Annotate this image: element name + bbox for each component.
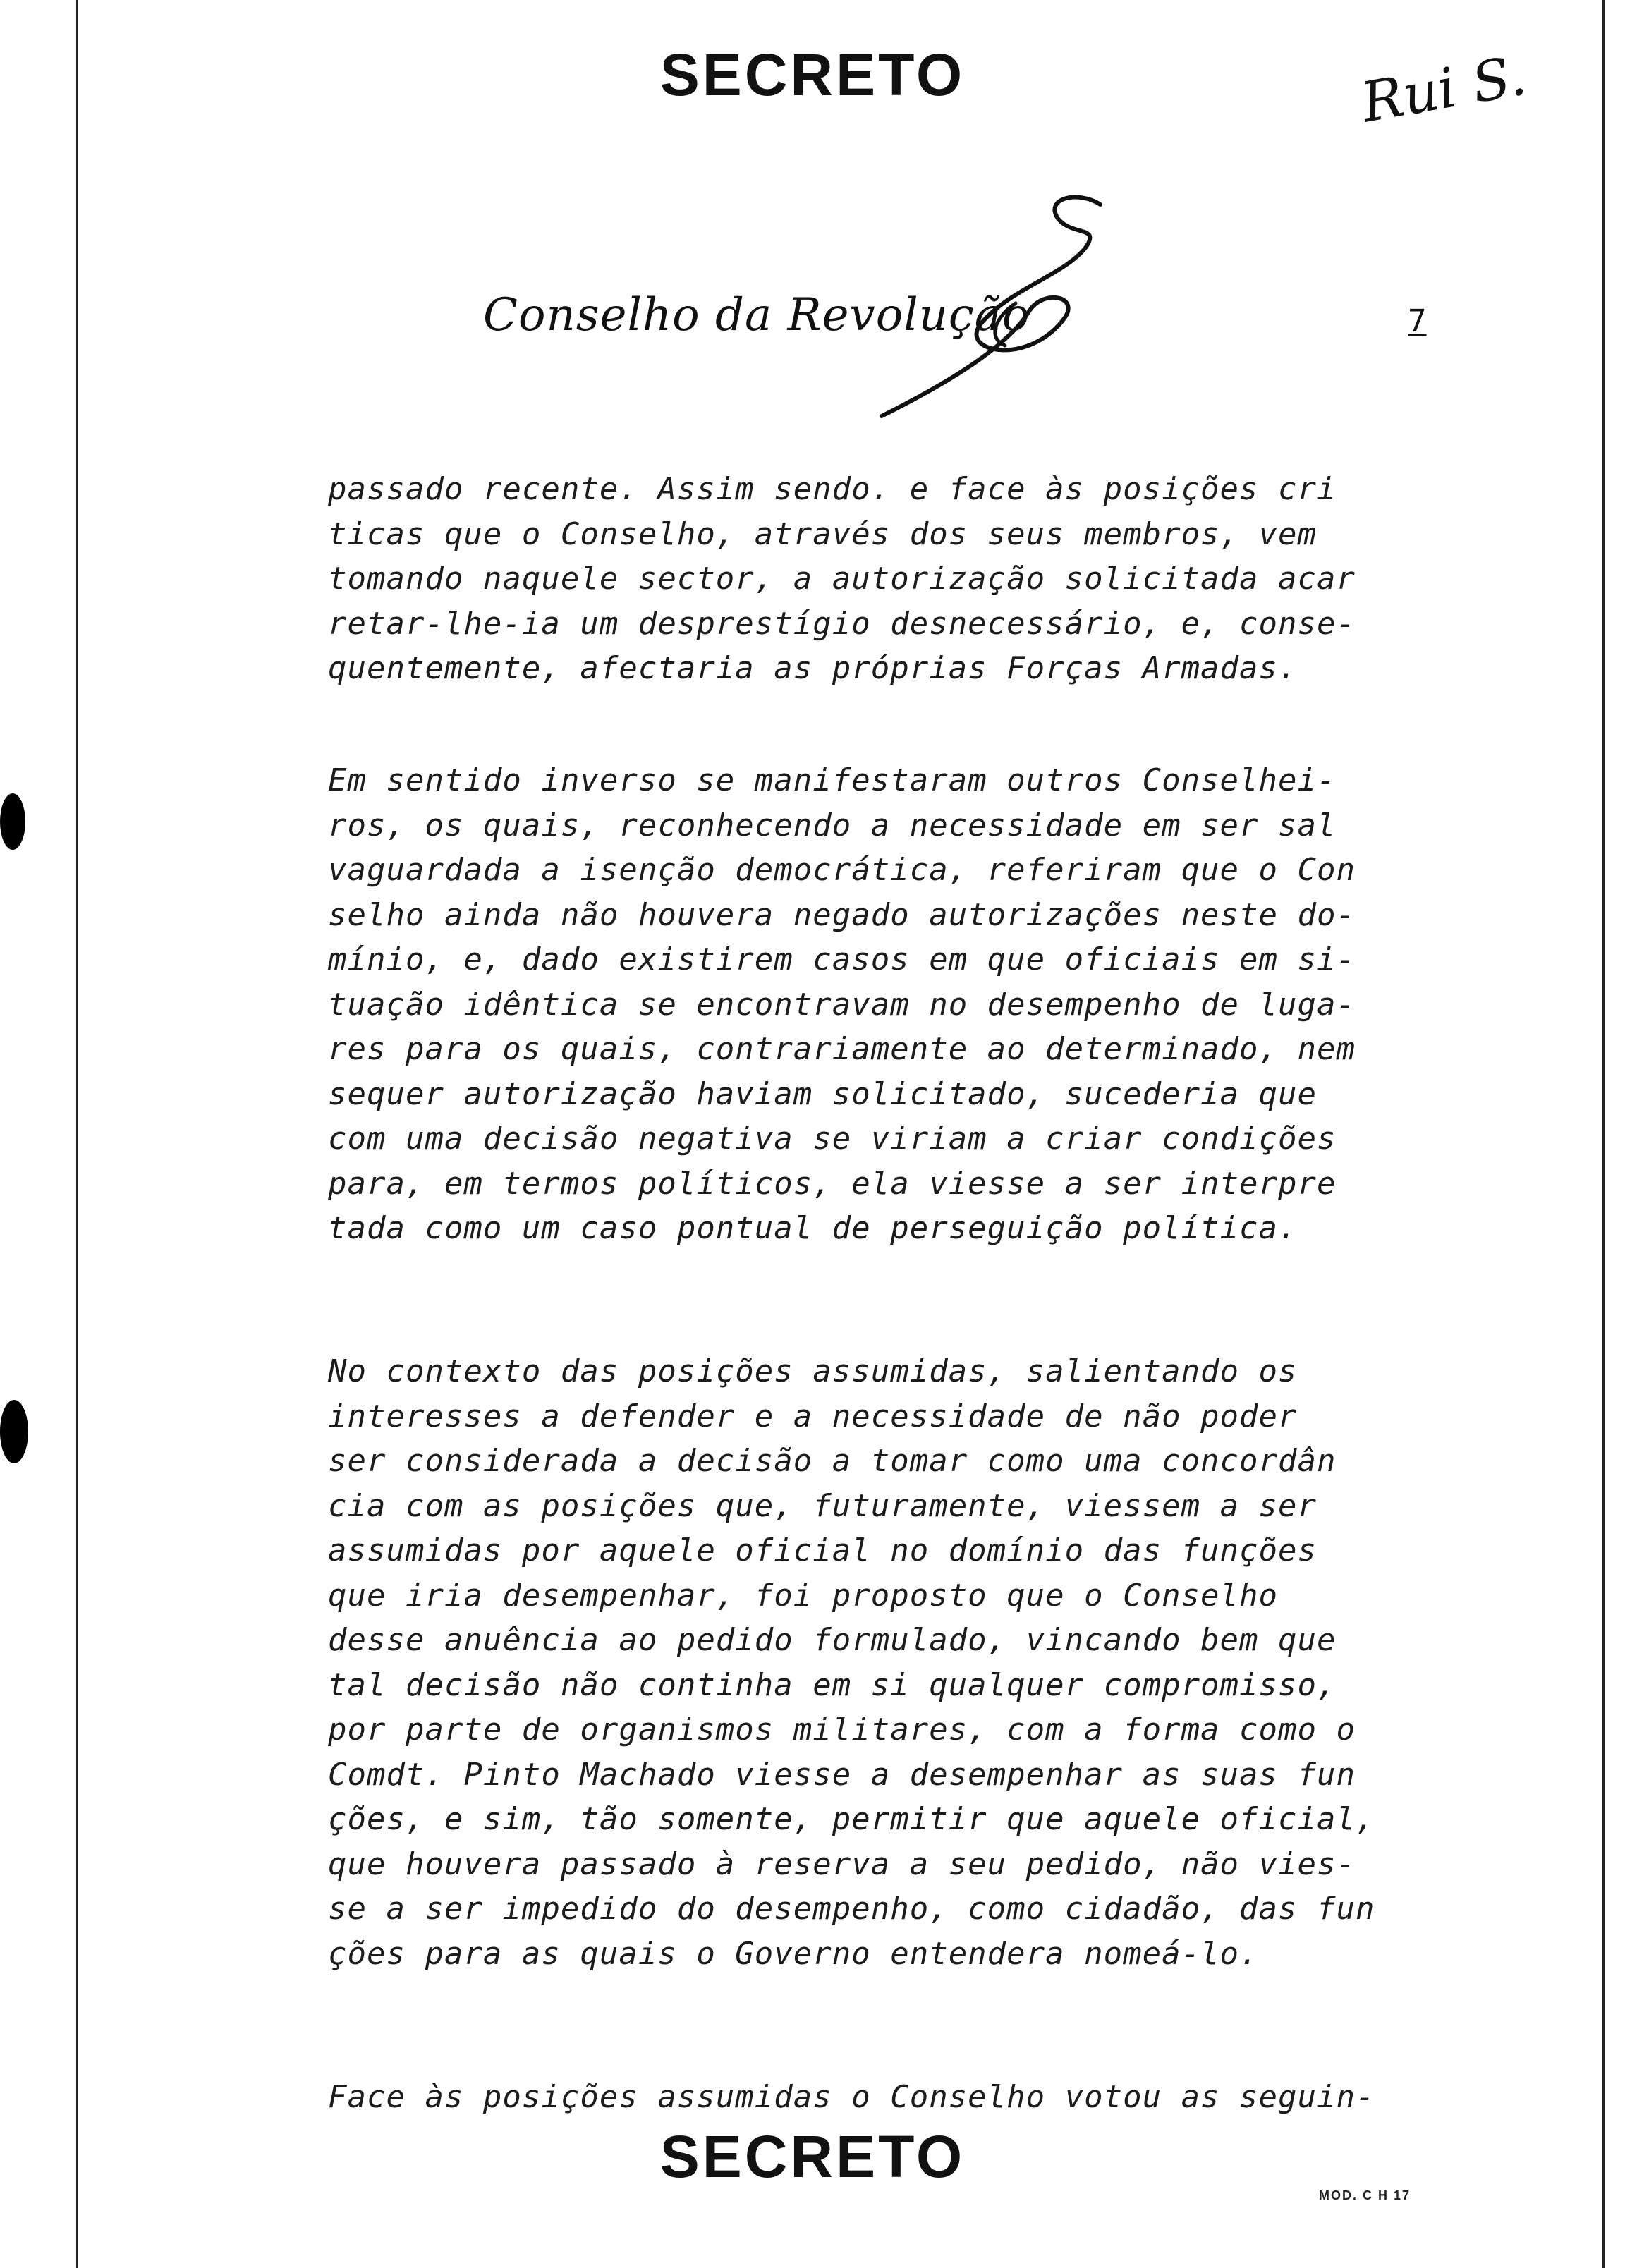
paragraph <box>328 758 1400 1251</box>
text-line: desse anuência ao pedido formulado, vincando bem que <box>328 1622 1337 1658</box>
text-line: Face às posições assumidas o Conselho votou as seguin- <box>328 2079 1375 2115</box>
paragraph <box>328 1349 1400 1976</box>
page-number: 7 <box>1408 303 1427 339</box>
signature-flourish <box>868 183 1136 423</box>
left-margin-line <box>76 0 78 2268</box>
handwritten-initials: Rui S. <box>1356 44 1531 135</box>
text-line: com uma decisão negativa se viriam a criar condições <box>328 1121 1337 1157</box>
text-line: que houvera passado à reserva a seu pedido, não vies- <box>328 1846 1356 1882</box>
text-line: por parte de organismos militares, com a forma como o <box>328 1712 1356 1748</box>
text-line: Em sentido inverso se manifestaram outros Conselhei- <box>328 762 1337 798</box>
text-line: que iria desempenhar, foi proposto que o Conselho <box>328 1577 1279 1614</box>
text-line: para, em termos políticos, ela viesse a ser interpre <box>328 1165 1337 1202</box>
classification-stamp-top: SECRETO <box>659 42 966 108</box>
text-line: No contexto das posições assumidas, salientando os <box>328 1353 1298 1389</box>
text-line: se a ser impedido do desempenho, como cidadão, das fun <box>328 1891 1375 1927</box>
text-line: vaguardada a isenção democrática, referiram que o Con <box>328 852 1356 888</box>
text-line: interesses a defender e a necessidade de não poder <box>328 1398 1298 1434</box>
text-line: ções, e sim, tão somente, permitir que aquele oficial, <box>328 1801 1375 1837</box>
paragraph <box>328 467 1400 691</box>
text-line: tal decisão não continha em si qualquer compromisso, <box>328 1666 1337 1703</box>
text-line: ser considerada a decisão a tomar como uma concordân <box>328 1443 1337 1479</box>
right-edge-line <box>1602 0 1605 2268</box>
text-line: Comdt. Pinto Machado viesse a desempenhar as suas fun <box>328 1756 1356 1793</box>
text-line: ticas que o Conselho, através dos seus membros, vem <box>328 516 1317 552</box>
punch-hole-mark <box>0 793 25 850</box>
paragraph <box>328 2075 1400 2120</box>
text-line: ções para as quais o Governo entendera nomeá-lo. <box>328 1935 1259 1972</box>
form-code: MOD. C H 17 <box>1319 2188 1411 2202</box>
text-line: tuação idêntica se encontravam no desempenho de luga- <box>328 986 1356 1023</box>
letterhead-title: Conselho da Revolução <box>483 289 1030 341</box>
text-line: tada como um caso pontual de perseguição política. <box>328 1210 1298 1246</box>
text-line: ros, os quais, reconhecendo a necessidade em ser sal <box>328 807 1337 843</box>
text-line: sequer autorização haviam solicitado, sucederia que <box>328 1075 1317 1112</box>
text-line: retar-lhe-ia um desprestígio desnecessário, e, conse- <box>328 605 1356 642</box>
text-line: res para os quais, contrariamente ao determinado, nem <box>328 1031 1356 1067</box>
text-line: mínio, e, dado existirem casos em que oficiais em si- <box>328 941 1356 977</box>
text-line: quentemente, afectaria as próprias Forças Armadas. <box>328 650 1298 686</box>
classification-stamp-bottom: SECRETO <box>659 2123 966 2190</box>
text-line: passado recente. Assim sendo. e face às posições cri <box>328 471 1337 507</box>
text-line: tomando naquele sector, a autorização solicitada acar <box>328 561 1356 597</box>
punch-hole-mark <box>0 1400 28 1463</box>
text-line: selho ainda não houvera negado autorizações neste do- <box>328 896 1356 933</box>
text-line: cia com as posições que, futuramente, viessem a ser <box>328 1487 1317 1524</box>
text-line: assumidas por aquele oficial no domínio das funções <box>328 1532 1317 1568</box>
